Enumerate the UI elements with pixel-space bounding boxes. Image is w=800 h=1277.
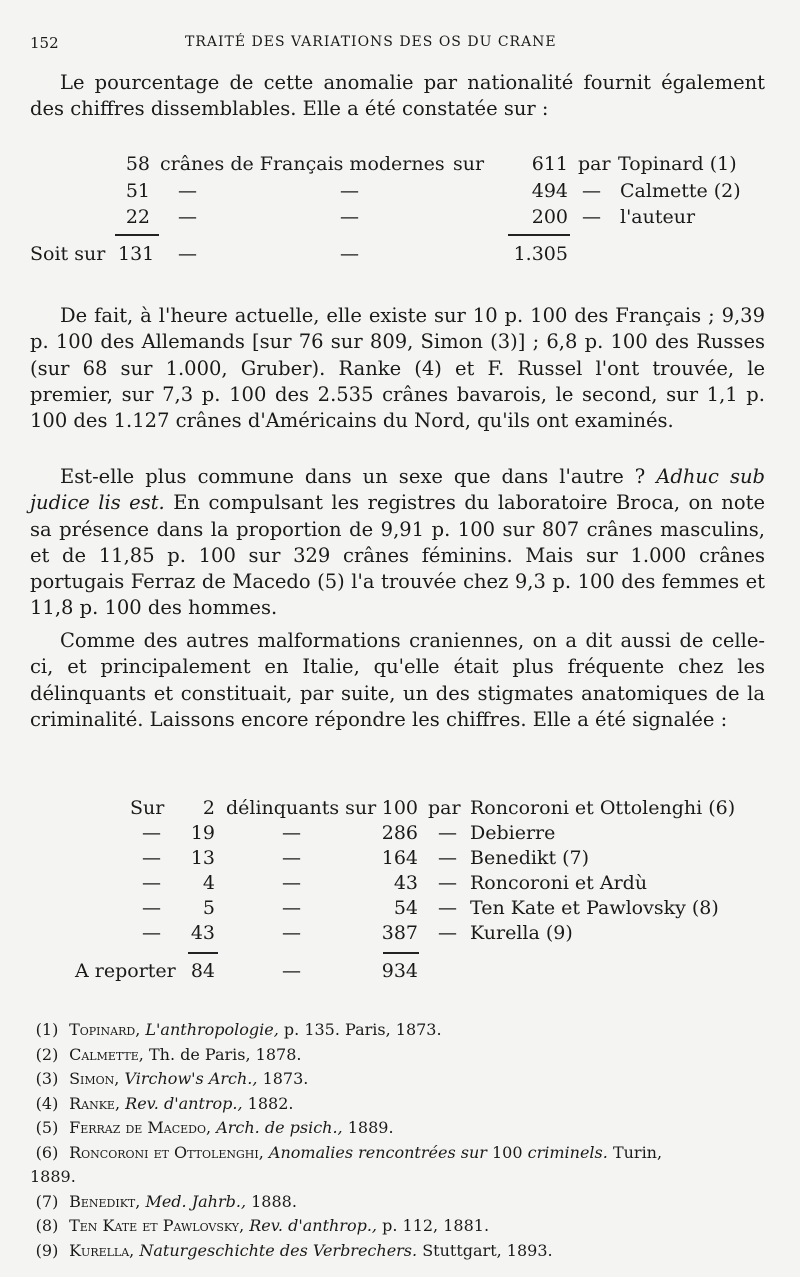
table2-author: Roncoroni et Ardù <box>470 872 648 894</box>
table2-ditto: — <box>438 897 457 919</box>
intro-paragraph: Le pourcentage de cette anomalie par nationalité fournit également des chiffres dissemblables. Elle a été constatée sur : <box>30 71 765 121</box>
table1-count: 58 <box>125 153 150 175</box>
table1-par: par <box>578 153 611 175</box>
footnotes <box>30 1018 770 1263</box>
table2-count: 43 <box>190 922 215 944</box>
table2-total: 43 <box>393 872 418 894</box>
table2-ditto: — <box>438 822 457 844</box>
table1-sur: sur <box>453 153 485 175</box>
footnote: (5) Ferraz de Macedo, Arch. de psich., 1889. <box>35 1118 394 1137</box>
table2-total: 54 <box>393 897 418 919</box>
table2-total: 164 <box>381 847 418 869</box>
table2-par: par <box>428 797 461 819</box>
footnote: (1) Topinard, L'anthropologie, p. 135. Paris, 1873. <box>35 1020 442 1039</box>
table1-count: 22 <box>125 206 150 228</box>
table1-sum-prefix: Soit sur <box>30 243 106 265</box>
table2-prefix: Sur <box>130 797 165 819</box>
table1-ditto: — <box>178 180 197 202</box>
table1-label: crânes de Français modernes <box>160 153 445 175</box>
table2-count: 5 <box>202 897 215 919</box>
table2-total: 387 <box>381 922 418 944</box>
table2-ditto: — <box>142 822 161 844</box>
table2-count: 4 <box>202 872 215 894</box>
table2-ditto: — <box>282 960 301 982</box>
table2-ditto: — <box>438 922 457 944</box>
table2-total: 286 <box>381 822 418 844</box>
table1-author: l'auteur <box>620 206 696 228</box>
table2-ditto: — <box>142 872 161 894</box>
table2-ditto: — <box>282 872 301 894</box>
table2-ditto: — <box>282 897 301 919</box>
table2-author: Ten Kate et Pawlovsky (8) <box>470 897 719 919</box>
table1-ditto: — <box>340 206 359 228</box>
table2-count: 13 <box>190 847 215 869</box>
paragraph-3: Comme des autres malformations craniennes, on a dit aussi de celle-ci, et principalement en Italie, qu'elle était plus fréquente chez les délinquants et constituait, par suite, un des stigmates anatomiques de la criminalité. Laissons encore répondre les chiffres. Elle a été signalée : <box>30 629 765 731</box>
table2-ditto: — <box>438 872 457 894</box>
table2-ditto: — <box>142 897 161 919</box>
footnote: (2) Calmette, Th. de Paris, 1878. <box>35 1044 302 1064</box>
footnote: (3) Simon, Virchow's Arch., 1873. <box>35 1069 309 1088</box>
page-number: 152 <box>30 34 59 52</box>
table1-sum-count: 131 <box>118 243 155 265</box>
table2-ditto: — <box>142 922 161 944</box>
footnote: (7) Benedikt, Med. Jahrb., 1888. <box>35 1191 297 1211</box>
table1-count: 51 <box>125 180 150 202</box>
table1-total: 494 <box>531 180 568 202</box>
footnote: (6) Roncoroni et Ottolenghi, Anomalies rencontrées sur 100 criminels. Turin, <box>35 1142 663 1162</box>
table1-ditto: — <box>340 180 359 202</box>
table2-total: 100 <box>381 797 418 819</box>
footnote: (4) Ranke, Rev. d'antrop., 1882. <box>35 1093 294 1113</box>
table1-ditto: — <box>178 243 197 265</box>
footnote: (9) Kurella, Naturgeschichte des Verbrechers. Stuttgart, 1893. <box>35 1240 553 1260</box>
table2-author: Kurella (9) <box>470 922 573 944</box>
table2-author: Benedikt (7) <box>470 847 590 869</box>
footnote-continuation: 1889. <box>30 1167 76 1186</box>
running-title: TRAITÉ DES VARIATIONS DES OS DU CRANE <box>185 34 557 50</box>
sum-rule <box>115 234 159 236</box>
table2-count: 19 <box>190 822 215 844</box>
table1-ditto: — <box>582 180 601 202</box>
sum-rule <box>508 234 570 236</box>
table1-ditto: — <box>178 206 197 228</box>
table2-author: Debierre <box>470 822 556 844</box>
sum-rule <box>383 952 419 954</box>
table1-author: Calmette (2) <box>620 180 741 202</box>
table2-author: Roncoroni et Ottolenghi (6) <box>470 797 736 819</box>
sum-rule <box>188 952 218 954</box>
table2-sum-total: 934 <box>381 960 418 982</box>
footnote: (8) Ten Kate et Pawlovsky, Rev. d'anthrop., p. 112, 1881. <box>35 1216 490 1235</box>
table1-sum-total: 1.305 <box>513 243 568 265</box>
table1-ditto: — <box>582 206 601 228</box>
table1-total: 611 <box>531 153 568 175</box>
table2-ditto: — <box>282 922 301 944</box>
table2-ditto: — <box>438 847 457 869</box>
paragraph-1: De fait, à l'heure actuelle, elle existe sur 10 p. 100 des Français ; 9,39 p. 100 des Allemands [sur 76 sur 809, Simon (3)] ; 6,8 p. 100 des Russes (sur 68 sur 1.000, Gruber). Ranke (4) et F. Russel l'ont trouvée, le premier, sur 7,3 p. 100 des 2.535 crânes bavarois, le second, sur 1,1 p. 100 des 1.127 crânes d'Américains du Nord, qu'ils ont examinés. <box>30 304 765 433</box>
table2-label: délinquants sur <box>226 797 377 819</box>
table1-total: 200 <box>531 206 568 228</box>
table1-ditto: — <box>340 243 359 265</box>
table2-count: 2 <box>202 797 215 819</box>
table2-ditto: — <box>142 847 161 869</box>
table2-sum-prefix: A reporter <box>75 960 176 982</box>
table2-ditto: — <box>282 847 301 869</box>
table1-author: Topinard (1) <box>618 153 737 175</box>
paragraph-2: Est-elle plus commune dans un sexe que dans l'autre ? Adhuc sub judice lis est. En compulsant les registres du laboratoire Broca, on note sa présence dans la proportion de 9,91 p. 100 sur 807 crânes masculins, et de 11,85 p. 100 sur 329 crânes féminins. Mais sur 1.000 crânes portugais Ferraz de Macedo (5) l'a trouvée chez 9,3 p. 100 des femmes et 11,8 p. 100 des hommes. <box>30 465 765 620</box>
table2-ditto: — <box>282 822 301 844</box>
table2-sum-count: 84 <box>190 960 215 982</box>
